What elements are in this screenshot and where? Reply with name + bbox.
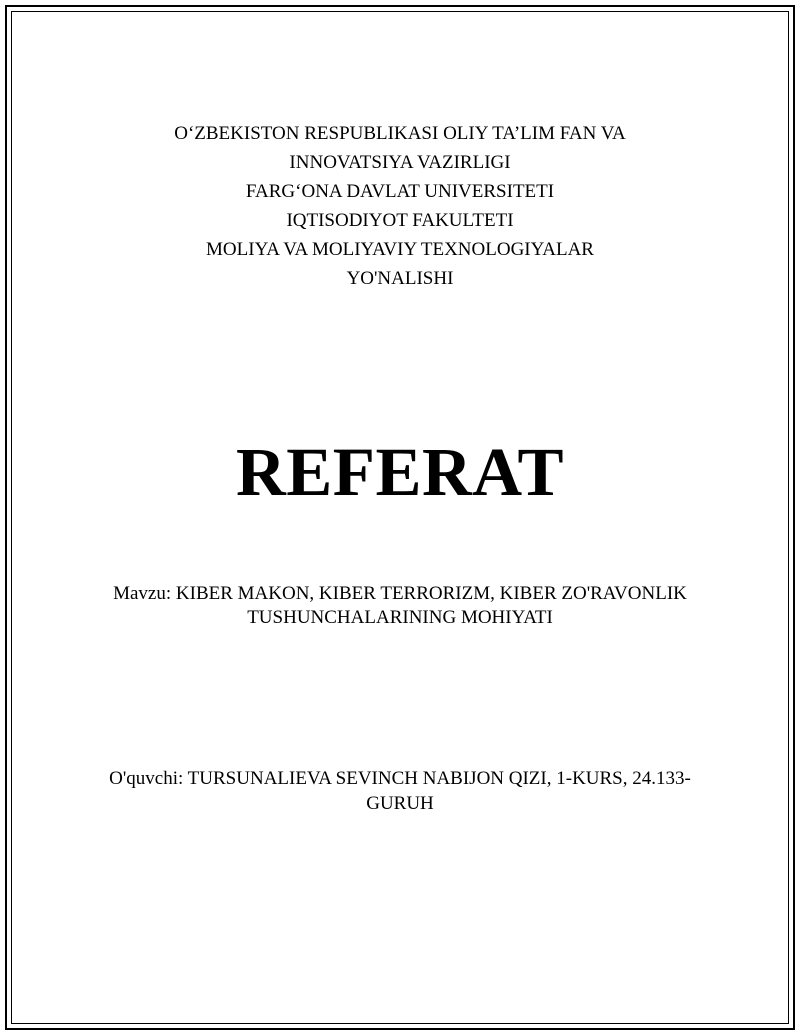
header-line: O‘ZBEKISTON RESPUBLIKASI OLIY TA’LIM FAN VA: [174, 123, 626, 144]
document-title: REFERAT: [235, 434, 565, 510]
header-line: MOLIYA VA MOLIYAVIY TEXNOLOGIYALAR: [206, 239, 594, 260]
topic-block: [0, 582, 800, 630]
institution-header: [0, 119, 800, 293]
header-line: FARG‘ONA DAVLAT UNIVERSITETI: [245, 181, 555, 202]
topic-line: Mavzu: KIBER MAKON, KIBER TERRORIZM, KIBER ZO'RAVONLIK: [113, 583, 687, 604]
student-block: [0, 766, 800, 816]
header-line: INNOVATSIYA VAZIRLIGI: [289, 152, 511, 173]
header-line: YO'NALISHI: [346, 268, 454, 289]
header-line: IQTISODIYOT FAKULTETI: [286, 210, 514, 231]
topic-line: TUSHUNCHALARINING MOHIYATI: [247, 607, 553, 628]
student-line: O'quvchi: TURSUNALIEVA SEVINCH NABIJON QIZI, 1-KURS, 24.133-: [109, 768, 691, 789]
student-line: GURUH: [366, 793, 434, 814]
